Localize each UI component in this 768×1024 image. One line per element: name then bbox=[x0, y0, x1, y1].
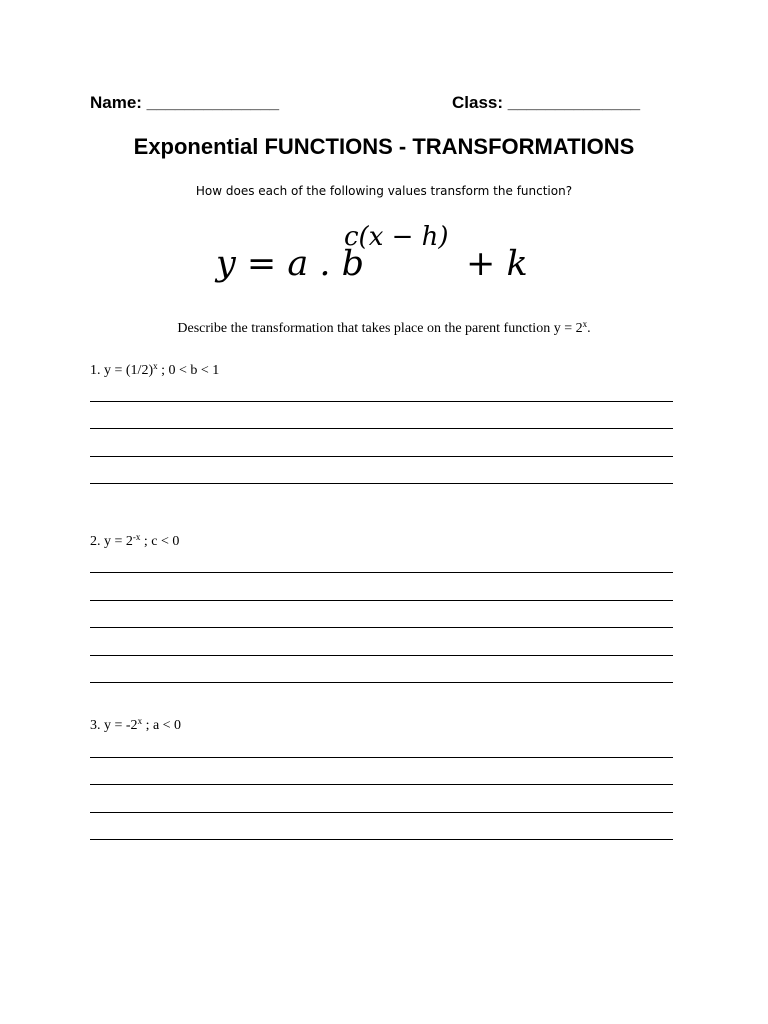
question-3 bbox=[90, 716, 181, 734]
answer-line[interactable] bbox=[90, 812, 673, 813]
class-field[interactable]: Class: ______________ bbox=[452, 93, 641, 112]
answer-line[interactable] bbox=[90, 428, 673, 429]
question-2-prefix: 2. y = 2 bbox=[90, 534, 133, 549]
question-3-suffix: ; a < 0 bbox=[142, 718, 182, 733]
answer-line[interactable] bbox=[90, 655, 673, 656]
question-3-sup: x bbox=[137, 716, 143, 726]
instruction-main: Describe the transformation that takes place on the parent function y = 2 bbox=[177, 321, 583, 336]
answer-line[interactable] bbox=[90, 456, 673, 457]
answer-line[interactable] bbox=[90, 627, 673, 628]
instruction-text bbox=[0, 319, 768, 337]
answer-line[interactable] bbox=[90, 757, 673, 758]
name-field[interactable]: Name: ______________ bbox=[90, 93, 280, 112]
answer-line[interactable] bbox=[90, 401, 673, 402]
question-2-suffix: ; c < 0 bbox=[140, 534, 180, 549]
question-1 bbox=[90, 361, 219, 379]
answer-line[interactable] bbox=[90, 784, 673, 785]
answer-line[interactable] bbox=[90, 572, 673, 573]
question-2-sup: -x bbox=[132, 532, 141, 542]
instruction-sup: x bbox=[582, 319, 588, 329]
answer-line[interactable] bbox=[90, 600, 673, 601]
page-title: Exponential FUNCTIONS - TRANSFORMATIONS bbox=[133, 134, 635, 159]
question-1-sup: x bbox=[153, 361, 158, 371]
instruction-end: . bbox=[587, 321, 591, 336]
question-3-prefix: 3. y = -2 bbox=[90, 718, 138, 733]
question-1-prefix: 1. y = (1/2) bbox=[90, 363, 154, 378]
formula-base: y = a . b bbox=[216, 244, 364, 284]
formula-tail: + k bbox=[466, 244, 528, 284]
formula-exponent: c(x − h) bbox=[344, 222, 449, 252]
answer-line[interactable] bbox=[90, 682, 673, 683]
answer-line[interactable] bbox=[90, 483, 673, 484]
formula-image bbox=[210, 222, 550, 292]
question-1-suffix: ; 0 < b < 1 bbox=[157, 363, 220, 378]
subtitle: How does each of the following values transform the function? bbox=[195, 184, 573, 198]
question-2 bbox=[90, 532, 179, 550]
answer-line[interactable] bbox=[90, 839, 673, 840]
